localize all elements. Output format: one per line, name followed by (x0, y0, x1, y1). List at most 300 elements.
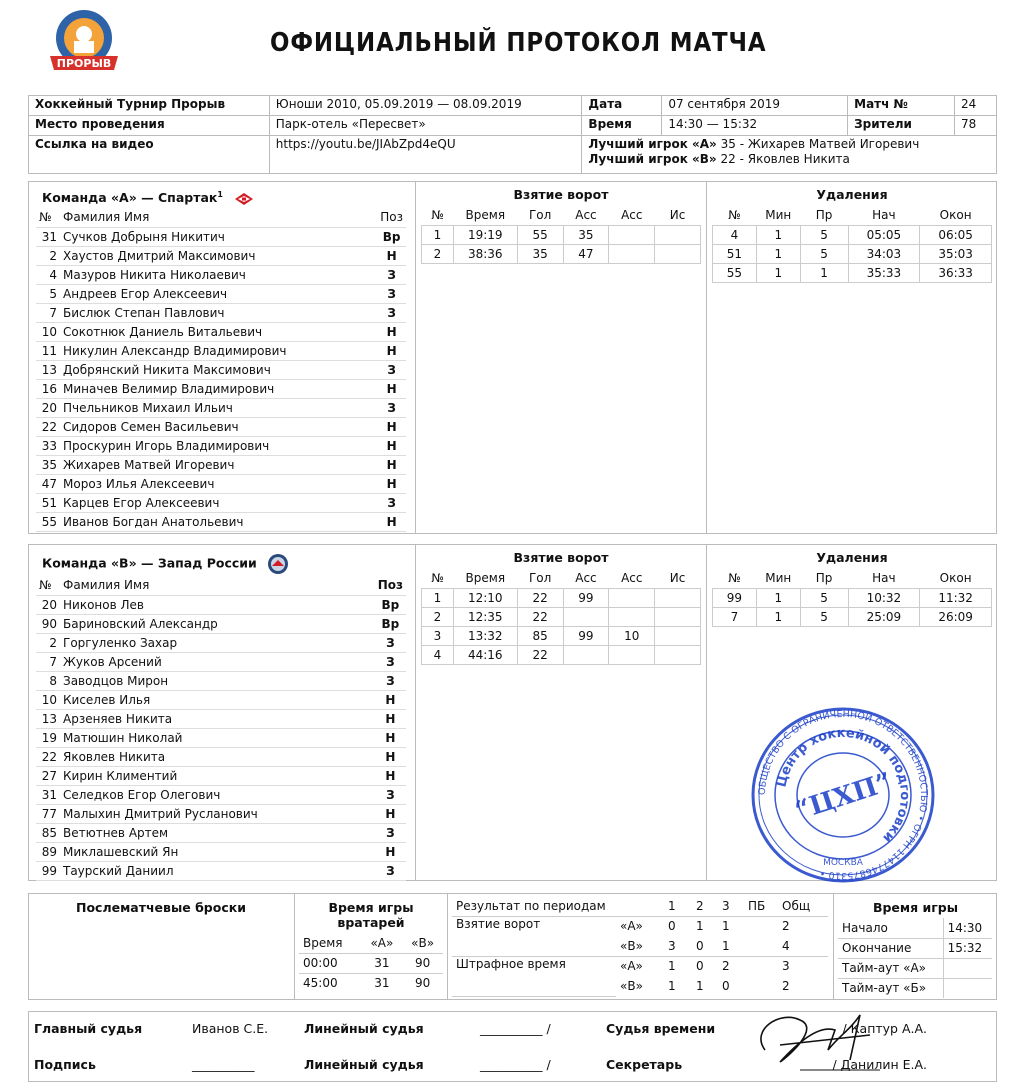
penalty-row-cell: 1 (756, 263, 800, 282)
player-number: 22 (36, 747, 60, 766)
period-results-table (452, 896, 828, 997)
player-row (36, 436, 406, 455)
gk-cell: 90 (414, 956, 431, 970)
penalty-row-cell: 5 (800, 244, 848, 263)
end-value: 15:32 (947, 941, 983, 955)
player-name: Мазуров Никита Николаевич (60, 265, 377, 284)
player-name: Яковлев Никита (60, 747, 375, 766)
penalty-row-cell: 35:03 (920, 244, 992, 263)
goal-row-cell: 22 (517, 645, 563, 664)
player-number: 55 (36, 512, 60, 531)
penalty-col-header: № (713, 569, 757, 588)
penalty-row (713, 244, 992, 263)
linesman-1-value: __________ / (480, 1021, 551, 1037)
pim-cell: 1 (668, 959, 676, 974)
player-row (36, 614, 406, 633)
match-info-table (28, 95, 997, 174)
team-b-title: Команда «В» — Запад России (42, 553, 289, 575)
score-cell: 1 (722, 938, 730, 953)
team-b-penalties-table (712, 569, 992, 627)
player-position: Н (377, 417, 406, 436)
player-number: 77 (36, 804, 60, 823)
player-name: Матюшин Николай (60, 728, 375, 747)
player-name: Бислюк Степан Павлович (60, 303, 377, 322)
svg-text:ОБЩЕСТВО С ОГРАНИЧЕННОЙ ОТВЕТС: ОБЩЕСТВО С ОГРАНИЧЕННОЙ ОТВЕТСТВЕННОСТЬЮ • ОГРН 1147746875310 • (756, 708, 930, 882)
player-row (36, 690, 406, 709)
player-name: Жуков Арсений (60, 652, 375, 671)
player-row (36, 417, 406, 436)
secretary-value: / Данилин Е.А. (832, 1056, 927, 1072)
player-number: 85 (36, 823, 60, 842)
player-number: 5 (36, 284, 60, 303)
penalty-row-cell: 99 (713, 588, 757, 607)
penalty-row-cell: 11:32 (920, 588, 992, 607)
player-row (36, 265, 406, 284)
player-position: Н (377, 379, 406, 398)
player-position: З (375, 633, 406, 652)
goal-row-cell: 22 (517, 588, 563, 607)
player-number: 8 (36, 671, 60, 690)
goal-row-cell (655, 244, 701, 263)
player-position: З (377, 398, 406, 417)
player-row (36, 785, 406, 804)
player-position: З (375, 652, 406, 671)
timekeeper-value: / Каптур А.А. (842, 1021, 927, 1037)
tournament-value: Юноши 2010, 05.09.2019 — 08.09.2019 (269, 96, 582, 116)
team-a-roster (36, 208, 406, 532)
player-row (36, 633, 406, 652)
secretary-label: Секретарь (606, 1056, 683, 1072)
linesman-2-label: Линейный судья (304, 1056, 424, 1072)
venue-label: Место проведения (29, 116, 270, 136)
penalty-col-header: Мин (756, 569, 800, 588)
player-row (36, 728, 406, 747)
spartak-logo (233, 191, 255, 207)
player-row (36, 284, 406, 303)
gk-col-b: «В» (411, 935, 435, 950)
goal-row-cell (655, 607, 701, 626)
zapad-rossii-logo (267, 553, 289, 575)
player-number: 33 (36, 436, 60, 455)
score-cell (744, 916, 778, 936)
player-row (36, 455, 406, 474)
goal-row-cell: 12:10 (453, 588, 517, 607)
player-number: 22 (36, 417, 60, 436)
main-referee-value: Иванов С.Е. (192, 1021, 269, 1037)
goal-col-header: Ис (655, 206, 701, 225)
goal-col-header: Ис (655, 569, 701, 588)
player-position: Н (377, 246, 406, 265)
player-name: Мороз Илья Алексеевич (60, 474, 377, 493)
player-row (36, 842, 406, 861)
score-cell: 1 (696, 919, 704, 934)
penalty-row-cell: 26:09 (920, 607, 992, 626)
penalty-row-cell: 25:09 (848, 607, 920, 626)
goalie-time-table (299, 933, 443, 993)
player-row (36, 595, 406, 614)
time-value: 14:30 — 15:32 (662, 116, 848, 136)
player-name: Никонов Лев (60, 595, 375, 614)
team-b-roster (36, 576, 406, 881)
goal-row-cell: 1 (422, 225, 454, 244)
player-row (36, 341, 406, 360)
team-b-label: «В» (620, 979, 643, 993)
official-stamp (748, 705, 938, 885)
venue-value: Парк-отель «Пересвет» (269, 116, 582, 136)
penalty-col-header: Окон (920, 569, 992, 588)
team-a-goals-table (421, 206, 701, 264)
penalty-col-header: Пр (800, 569, 848, 588)
player-number: 2 (36, 633, 60, 652)
player-position: Н (377, 436, 406, 455)
goal-row (422, 645, 701, 664)
goal-row-cell: 13:32 (453, 626, 517, 645)
player-number: 10 (36, 322, 60, 341)
team-a-penalties-title: Удаления (816, 187, 888, 202)
goal-row-cell (563, 645, 609, 664)
penalty-row-cell: 51 (713, 244, 757, 263)
pim-cell: 0 (722, 979, 730, 993)
team-b-penalties-title: Удаления (816, 550, 888, 565)
goal-col-header: № (422, 569, 454, 588)
player-name: Миклашевский Ян (60, 842, 375, 861)
goal-row-cell (609, 645, 655, 664)
player-number: 35 (36, 455, 60, 474)
score-cell: 1 (722, 919, 730, 934)
team-b-goals-title: Взятие ворот (513, 550, 609, 565)
player-row (36, 804, 406, 823)
period-col: Общ (782, 898, 811, 913)
pim-cell (744, 976, 778, 996)
best-player-a-label: Лучший игрок «А» (588, 137, 717, 151)
game-time-table (838, 918, 992, 998)
player-name: Сокотнюк Даниель Витальевич (60, 322, 377, 341)
score-cell: 4 (782, 938, 790, 953)
team-a-penalties-table (712, 206, 992, 283)
player-position: З (375, 861, 406, 880)
player-number: 20 (36, 398, 60, 417)
player-number: 51 (36, 493, 60, 512)
player-row (36, 303, 406, 322)
goal-row-cell: 12:35 (453, 607, 517, 626)
goal-row-cell: 1 (422, 588, 454, 607)
handwritten-signature (740, 1000, 890, 1075)
player-number: 4 (36, 265, 60, 284)
tournament-label: Хоккейный Турнир Прорыв (29, 96, 270, 116)
penalty-row-cell: 06:05 (920, 225, 992, 244)
player-row (36, 512, 406, 531)
player-number: 89 (36, 842, 60, 861)
player-row (36, 474, 406, 493)
penalty-row-cell: 34:03 (848, 244, 920, 263)
player-position: Н (375, 804, 406, 823)
team-b-goals-table (421, 569, 701, 665)
goal-row (422, 626, 701, 645)
goal-row-cell: 44:16 (453, 645, 517, 664)
penalty-row-cell: 55 (713, 263, 757, 282)
penalty-row-cell: 5 (800, 607, 848, 626)
team-a-title: Команда «А» — Спартак$^1$ (42, 190, 255, 207)
date-label: Дата (582, 96, 662, 116)
penalty-row-cell: 5 (800, 225, 848, 244)
player-name: Иванов Богдан Анатольевич (60, 512, 377, 531)
gk-col-a: «А» (370, 935, 394, 950)
player-position: Н (377, 512, 406, 531)
player-number: 13 (36, 360, 60, 379)
player-name: Жихарев Матвей Игоревич (60, 455, 377, 474)
player-position: Н (375, 747, 406, 766)
player-position: З (377, 493, 406, 512)
penalty-row-cell: 1 (756, 607, 800, 626)
linesman-2-value: __________ / (480, 1056, 551, 1072)
player-name: Селедков Егор Олегович (60, 785, 375, 804)
player-row (36, 360, 406, 379)
goal-row-cell: 2 (422, 244, 454, 263)
player-number: 2 (36, 246, 60, 265)
player-position: З (377, 360, 406, 379)
goal-row-cell (655, 626, 701, 645)
player-name: Ветютнев Артем (60, 823, 375, 842)
signature-label: Подпись (34, 1056, 96, 1072)
gk-row: 00:00 (303, 956, 338, 970)
main-referee-label: Главный судья (34, 1021, 143, 1037)
goal-row-cell: 47 (563, 244, 609, 263)
goal-row-cell: 99 (563, 588, 609, 607)
goal-row-cell: 10 (609, 626, 655, 645)
goal-row (422, 607, 701, 626)
player-number: 90 (36, 614, 60, 633)
svg-text:ПРОРЫВ: ПРОРЫВ (56, 57, 112, 70)
player-number: 16 (36, 379, 60, 398)
goal-row-cell (655, 645, 701, 664)
goal-row-cell: 22 (517, 607, 563, 626)
goal-row-cell: 38:36 (453, 244, 517, 263)
player-row (36, 747, 406, 766)
player-name: Хаустов Дмитрий Максимович (60, 246, 377, 265)
player-name: Сучков Добрыня Никитич (60, 227, 377, 246)
pim-cell: 1 (668, 979, 676, 993)
goal-col-header: Время (453, 206, 517, 225)
player-position: З (375, 785, 406, 804)
player-number: 7 (36, 652, 60, 671)
penalty-row-cell: 35:33 (848, 263, 920, 282)
col-pos: Поз (377, 208, 406, 227)
player-position: Н (375, 709, 406, 728)
player-name: Малыхин Дмитрий Русланович (60, 804, 375, 823)
goal-col-header: Асс (563, 206, 609, 225)
pim-cell: 2 (782, 979, 790, 993)
player-row (36, 398, 406, 417)
col-name: Фамилия Имя (60, 208, 377, 227)
player-row (36, 652, 406, 671)
goal-row-cell: 2 (422, 607, 454, 626)
goal-row-cell (609, 607, 655, 626)
penalty-col-header: Пр (800, 206, 848, 225)
penalty-row (713, 588, 992, 607)
player-row (36, 861, 406, 880)
player-number: 7 (36, 303, 60, 322)
player-name: Сидоров Семен Васильевич (60, 417, 377, 436)
team-a-label: «А» (620, 919, 643, 934)
penalty-col-header: Нач (848, 569, 920, 588)
player-number: 31 (36, 227, 60, 246)
gk-row: 45:00 (303, 976, 338, 991)
timeout-b-label: Тайм-аут «Б» (838, 978, 943, 998)
player-name: Таурский Даниил (60, 861, 375, 880)
best-player-b-value: 22 - Яковлев Никита (720, 152, 850, 166)
player-row (36, 246, 406, 265)
period-col: 1 (668, 898, 676, 913)
svg-text:МОСКВА: МОСКВА (823, 858, 863, 868)
goal-row-cell (655, 225, 701, 244)
goal-row-cell (609, 588, 655, 607)
goal-row-cell (563, 607, 609, 626)
penalty-row-cell: 1 (800, 263, 848, 282)
player-name: Арзеняев Никита (60, 709, 375, 728)
pim-label: Штрафное время (452, 956, 616, 996)
goal-row-cell: 19:19 (453, 225, 517, 244)
best-player-a-value: 35 - Жихарев Матвей Игоревич (720, 137, 920, 151)
col-name: Фамилия Имя (60, 576, 375, 595)
player-name: Киселев Илья (60, 690, 375, 709)
score-cell (744, 936, 778, 956)
player-name: Горгуленко Захар (60, 633, 375, 652)
player-position: З (377, 265, 406, 284)
penalty-row (713, 607, 992, 626)
penalty-col-header: № (713, 206, 757, 225)
player-position: Н (377, 341, 406, 360)
period-col: 3 (722, 898, 730, 913)
goal-row-cell: 35 (517, 244, 563, 263)
game-time-title: Время игры (872, 900, 959, 915)
spectators-value: 78 (955, 116, 997, 136)
start-label: Начало (838, 918, 943, 938)
goal-row-cell: 99 (563, 626, 609, 645)
page-title: ОФИЦИАЛЬНЫЙ ПРОТОКОЛ МАТЧА (270, 28, 767, 58)
gk-cell: 31 (374, 976, 390, 991)
video-link[interactable]: https://youtu.be/JIAbZpd4eQU (269, 136, 582, 174)
svg-text:“ЦХП”: “ЦХП” (791, 767, 896, 827)
player-name: Заводцов Мирон (60, 671, 375, 690)
player-row (36, 227, 406, 246)
goal-col-header: Гол (517, 206, 563, 225)
goal-row (422, 225, 701, 244)
player-name: Бариновский Александр (60, 614, 375, 633)
svg-text:Центр хоккейной подготовки: Центр хоккейной подготовки (774, 725, 913, 846)
goal-col-header: Время (453, 569, 517, 588)
col-num: № (36, 576, 60, 595)
pim-cell: 1 (696, 979, 704, 993)
goalie-time-title: Время игры вратарей (328, 900, 414, 930)
gk-col-time: Время (303, 935, 343, 950)
goal-row-cell: 55 (517, 225, 563, 244)
penalty-col-header: Окон (920, 206, 992, 225)
goal-row (422, 244, 701, 263)
penalty-row-cell: 10:32 (848, 588, 920, 607)
goal-col-header: Асс (609, 206, 655, 225)
player-name: Пчельников Михаил Ильич (60, 398, 377, 417)
player-name: Проскурин Игорь Владимирович (60, 436, 377, 455)
penalty-col-header: Нач (848, 206, 920, 225)
goal-col-header: Асс (563, 569, 609, 588)
player-position: Н (375, 766, 406, 785)
period-col: ПБ (748, 898, 766, 913)
player-position: Вр (375, 595, 406, 614)
penalty-row-cell: 1 (756, 588, 800, 607)
shootout-title: Послематчевые броски (75, 900, 246, 915)
goal-col-header: Асс (609, 569, 655, 588)
player-name: Миначев Велимир Владимирович (60, 379, 377, 398)
player-row (36, 823, 406, 842)
penalty-row (713, 263, 992, 282)
goal-row-cell (609, 225, 655, 244)
player-position: Вр (377, 227, 406, 246)
pim-cell (744, 956, 778, 976)
player-number: 31 (36, 785, 60, 804)
goal-row-cell (609, 244, 655, 263)
pim-cell: 3 (782, 959, 790, 974)
goal-row (422, 588, 701, 607)
player-position: З (375, 823, 406, 842)
player-name: Никулин Александр Владимирович (60, 341, 377, 360)
periods-title: Результат по периодам (456, 898, 606, 913)
pim-cell: 0 (696, 959, 704, 974)
goals-label: Взятие ворот (452, 916, 616, 956)
best-player-b-label: Лучший игрок «В» (588, 152, 717, 166)
score-cell: 0 (696, 938, 704, 953)
goal-col-header: № (422, 206, 454, 225)
player-number: 27 (36, 766, 60, 785)
player-position: Н (377, 455, 406, 474)
player-position: Н (377, 322, 406, 341)
goal-row-cell: 85 (517, 626, 563, 645)
player-position: З (377, 284, 406, 303)
team-b-label: «В» (620, 938, 643, 953)
date-value: 07 сентября 2019 (662, 96, 848, 116)
player-position: Вр (375, 614, 406, 633)
player-number: 11 (36, 341, 60, 360)
linesman-1-label: Линейный судья (304, 1021, 424, 1037)
team-a-goals-title: Взятие ворот (513, 187, 609, 202)
player-name: Добрянский Никита Максимович (60, 360, 377, 379)
penalty-row-cell: 1 (756, 225, 800, 244)
player-number: 47 (36, 474, 60, 493)
time-label: Время (582, 116, 662, 136)
goal-row-cell (655, 588, 701, 607)
match-label: Матч № (848, 96, 955, 116)
player-number: 99 (36, 861, 60, 880)
score-cell: 2 (782, 919, 790, 934)
player-position: Н (375, 690, 406, 709)
goal-col-header: Гол (517, 569, 563, 588)
player-row (36, 322, 406, 341)
score-cell: 3 (668, 938, 676, 953)
signature-value: __________ (192, 1056, 255, 1072)
col-pos: Поз (375, 576, 406, 595)
penalty-row (713, 225, 992, 244)
penalty-row-cell: 4 (713, 225, 757, 244)
player-position: З (377, 303, 406, 322)
start-value: 14:30 (947, 920, 983, 935)
goal-row-cell: 35 (563, 225, 609, 244)
gk-cell: 31 (374, 956, 390, 970)
player-row (36, 766, 406, 785)
player-name: Карцев Егор Алексеевич (60, 493, 377, 512)
penalty-row-cell: 5 (800, 588, 848, 607)
timekeeper-label: Судья времени (606, 1021, 716, 1037)
player-row (36, 671, 406, 690)
player-row (36, 493, 406, 512)
